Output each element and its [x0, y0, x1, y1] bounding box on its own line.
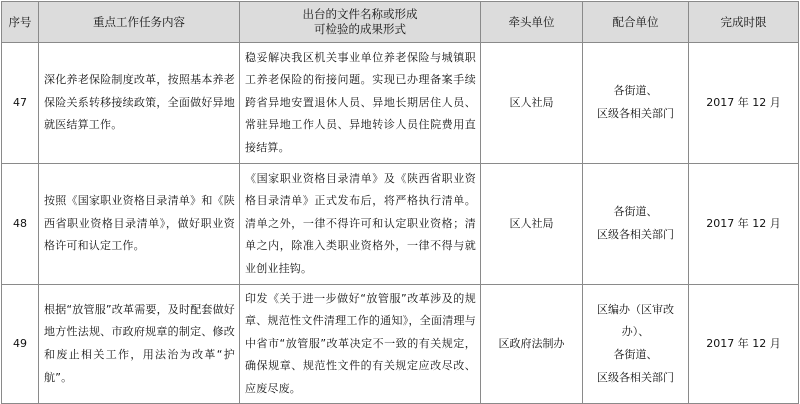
row-seq: 47: [2, 43, 39, 164]
row-deadline: 2017 年 12 月: [689, 285, 799, 404]
row-coop: [583, 43, 689, 164]
row-deadline: 2017 年 12 月: [689, 43, 799, 164]
row-coop-line: 区级各相关部门: [597, 107, 674, 120]
row-coop-line: 办）、: [621, 325, 650, 339]
header-output-line2: 可检验的成果形式: [314, 22, 406, 36]
header-output: [240, 2, 481, 43]
table-row: [2, 43, 799, 164]
header-output-line1: 出台的文件名称或形成: [302, 7, 418, 21]
row-lead: 区人社局: [481, 43, 583, 164]
row-coop-line: 区级各相关部门: [597, 370, 674, 384]
row-seq: 48: [2, 164, 39, 285]
header-deadline: 完成时限: [689, 2, 799, 43]
row-coop: [583, 164, 689, 285]
row-coop-line: 区级各相关部门: [597, 228, 674, 241]
row-seq: 49: [2, 285, 39, 404]
header-task: 重点工作任务内容: [39, 2, 240, 43]
row-task: 根据“放管服”改革需要，及时配套做好地方性法规、市政府规章的制定、修改和废止相关工作，用法治为改革“护航”。: [39, 285, 240, 404]
row-task: 按照《国家职业资格目录清单》和《陕西省职业资格目录清单》，做好职业资格许可和认定工作。: [39, 164, 240, 285]
table-header-row: [2, 2, 799, 43]
row-coop-line: 各街道、: [613, 348, 658, 361]
row-output: 稳妥解决我区机关事业单位养老保险与城镇职工养老保险的衔接问题。实现已办理备案手续跨省异地安置退休人员、异地长期居住人员、常驻异地工作人员、异地转诊人员住院费用直接结算。: [240, 43, 481, 164]
row-output: 《国家职业资格目录清单》及《陕西省职业资格目录清单》正式发布后，将严格执行清单。清单之外，一律不得许可和认定职业资格；清单之内，除准入类职业资格外，一律不得与就业创业挂钩。: [240, 164, 481, 285]
row-lead: 区人社局: [481, 164, 583, 285]
table-row: [2, 164, 799, 285]
row-coop: [583, 285, 689, 404]
row-coop-line: 区编办（区审改: [597, 302, 674, 316]
header-seq: 序号: [2, 2, 39, 43]
task-table: [1, 1, 799, 404]
header-lead: 牵头单位: [481, 2, 583, 43]
row-task: 深化养老保险制度改革，按照基本养老保险关系转移接续政策，全面做好异地就医结算工作。: [39, 43, 240, 164]
row-deadline: 2017 年 12 月: [689, 164, 799, 285]
row-coop-line: 各街道、: [613, 205, 658, 219]
table-row: [2, 285, 799, 404]
row-coop-line: 各街道、: [613, 84, 658, 98]
header-coop: 配合单位: [583, 2, 689, 43]
row-lead: 区政府法制办: [481, 285, 583, 404]
row-output: 印发《关于进一步做好“放管服”改革涉及的规章、规范性文件清理工作的通知》，全面清理与中省市“放管服”改革决定不一致的有关规定，确保规章、规范性文件的有关规定应改尽改、应废尽废。: [240, 285, 481, 404]
